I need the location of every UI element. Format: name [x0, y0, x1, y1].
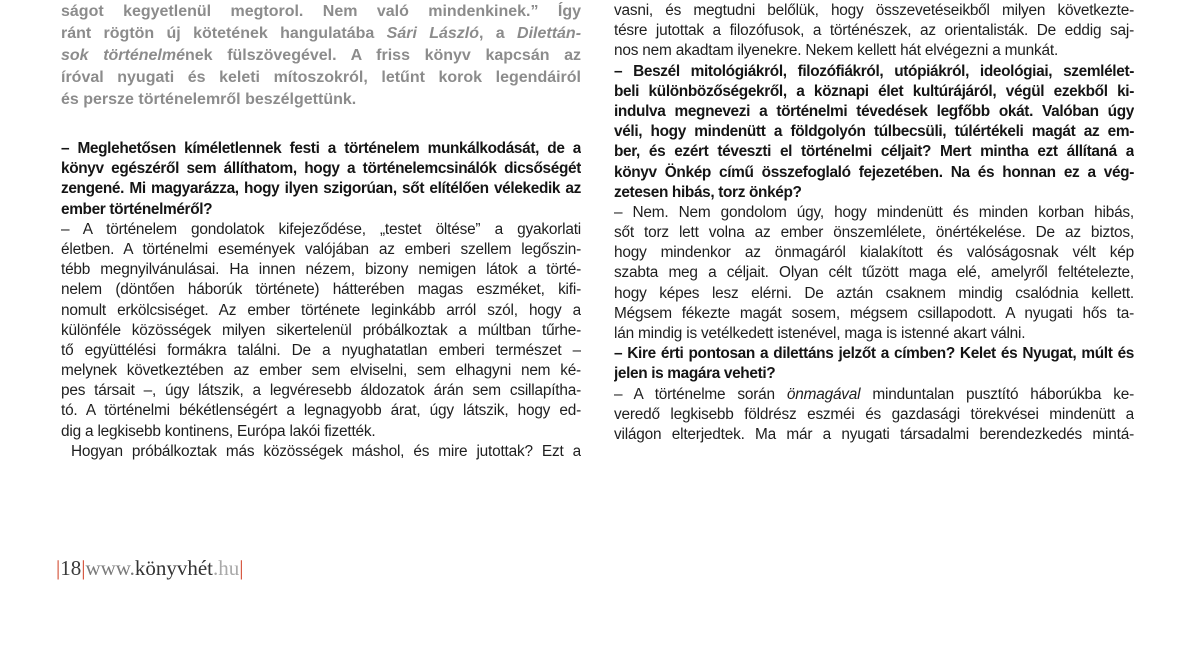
answer-line: hogy mindenkor az önmagáról kialakított és valóságosnak vélt kép: [614, 244, 1134, 262]
lead-line: [61, 45, 581, 67]
answer-line: világon elterjedtek. Ma már a nyugati társadalmi berendezkedés mintá-: [614, 425, 1134, 443]
question-line: – Kire érti pontosan a dilettáns jelzőt a címben? Kelet és Nyugat, múlt és: [614, 345, 1134, 363]
lead-text: ránt rögtön új kötetének hangulatába: [61, 25, 387, 42]
book-title: sok történelmé: [61, 47, 185, 64]
interview-question: [61, 139, 581, 220]
answer-line: tésre jutottak a filozófusok, a történészek, az orientalisták. De eddig saj-: [614, 22, 1134, 40]
answer-line: tő együttélési formákra találni. De a nyughatatlan emberi természet –: [61, 341, 581, 359]
question-line: jelen is magára veheti?: [614, 365, 776, 383]
question-line: beli különbözőségekről, a köznapi élet kultúrájáról, végül ezekből ki-: [614, 82, 1134, 100]
answer-line: nomult erkölcsiséget. Az ember története leginkább arról szól, hogy a: [61, 301, 581, 319]
answer-line: tó. A történelmi békétlenségért a legnagyobb árat, úgy látszik, hogy ed-: [61, 402, 581, 420]
site-suffix: .hu: [212, 556, 240, 580]
answer-line: Mégsem fékezte magát sosem, mégsem csillapodott. A nyugati hős ta-: [614, 304, 1134, 322]
lead-line: és persze történelemről beszélgettünk.: [61, 91, 357, 108]
answer-line: nos nem akadtam ilyenekre. Nekem kellett hát elvégezni a munkát.: [614, 42, 1059, 60]
site-prefix: www.: [85, 556, 135, 580]
answer-line: dig a legkisebb kontinens, Európa lakói fizették.: [61, 422, 376, 440]
interview-answer: [614, 203, 1134, 344]
answer-line: – A történelem gondolatok kifejeződése, „testet öltése” a gyakorlati: [61, 220, 581, 238]
answer-text: minduntalan pusztító háborúkba ke-: [860, 385, 1134, 403]
question-line: könyv egészéről sem állíthatom, hogy a történelemcsinálók dicsőségét: [61, 160, 581, 178]
book-title: Dilettán-: [517, 25, 581, 42]
page-number: 18: [60, 556, 82, 580]
lead-line: [61, 23, 581, 45]
question-line: zengené. Mi magyarázza, hogy ilyen szigorúan, sőt elítélően vélekedik az: [61, 180, 581, 198]
interview-answer: [614, 385, 1134, 446]
question-line: indulva megnevezi a történelmi tévedések legfőbb okát. Valóban úgy: [614, 102, 1134, 120]
lead-text: nek fülszövegével. A friss könyv kapcsán az: [185, 47, 581, 64]
answer-line: hogy képes lesz elérni. De aztán csaknem mindig csalódnia kellett.: [614, 284, 1134, 302]
interview-answer: [614, 1, 1134, 62]
lead-paragraph: [61, 1, 581, 111]
answer-line: [614, 385, 1134, 405]
separator-bar: |: [56, 556, 61, 580]
answer-line: életben. A történelmi események valójában az emberi szellem legőszin-: [61, 240, 581, 258]
question-line: ber, és ezért téveszti el történelmi céljait? Mert mintha ezt állítaná a: [614, 143, 1134, 161]
answer-line: tébb megnyilvánulásai. Ha innen nézem, bizony nemigen látok a törté-: [61, 261, 581, 279]
interview-question: [614, 344, 1134, 384]
answer-line: – Nem. Nem gondolom úgy, hogy mindenütt és minden korban hibás,: [614, 203, 1134, 221]
answer-line: lán mindig is vetélkedett istenével, maga is istenné akart válni.: [614, 325, 1026, 342]
lead-line: ságot kegyetlenül megtorol. Nem való mindenkinek.” Így: [61, 3, 581, 20]
separator-bar: |: [239, 556, 244, 580]
left-column: [61, 0, 581, 462]
answer-line: vasni, és megtudni belőlük, hogy összevetéseikből milyen következte-: [614, 2, 1134, 19]
interview-answer: [61, 220, 581, 462]
right-column: [614, 0, 1134, 445]
lead-text: , a: [479, 25, 518, 42]
question-line: zetesen hibás, torz önkép?: [614, 183, 802, 201]
question-line: – Meglehetősen kíméletlennek festi a történelem munkálkodását, de a: [61, 140, 581, 157]
answer-line: sőt torz lett volna az ember önszemlélete, önértékelése. De az biztos,: [614, 224, 1134, 242]
site-name: könyvhét: [134, 556, 213, 580]
emphasis-text: önmagával: [786, 385, 861, 403]
separator-bar: |: [81, 556, 86, 580]
question-line: ember történelméről?: [61, 200, 213, 218]
answer-line: Hogyan próbálkoztak más közösségek máshol, és mire jutottak? Ezt a: [71, 442, 581, 460]
answer-line: különféle közösségek milyen sikertelenül próbálkoztak a múltban tűrhe-: [61, 321, 581, 339]
question-line: véli, hogy mindenütt a földgolyón túlbecsüli, túlértékeli magát az em-: [614, 123, 1134, 141]
author-name: Sári László: [386, 25, 480, 42]
interview-question: [614, 62, 1134, 203]
question-line: – Beszél mitológiákról, filozófiákról, utópiákról, ideológiai, szemlélet-: [614, 62, 1134, 80]
lead-line: íróval nyugati és keleti mítoszokról, letűnt korok legendáiról: [61, 69, 581, 86]
question-line: könyv Önkép című összefoglaló fejezetében. Na és honnan ez a vég-: [614, 163, 1134, 181]
answer-line: veredő legkisebb földrész eszméi és gazdasági törekvései mindenütt a: [614, 405, 1134, 423]
answer-line: pes társait –, úgy látszik, a legvéresebb áldozatok árán sem csillapítha-: [61, 382, 581, 400]
answer-line: nelem (döntően háborúk története) hátterében magas eszméket, kifi-: [61, 281, 581, 299]
answer-line: szabta meg a céljait. Olyan célt tűzött maga elé, amelyről feltételezte,: [614, 264, 1134, 282]
answer-text: – A történelme során: [614, 385, 787, 403]
page-footer: [56, 556, 243, 581]
answer-line: melynek következtében az ember sem elviselni, sem elhagyni nem ké-: [61, 362, 581, 380]
